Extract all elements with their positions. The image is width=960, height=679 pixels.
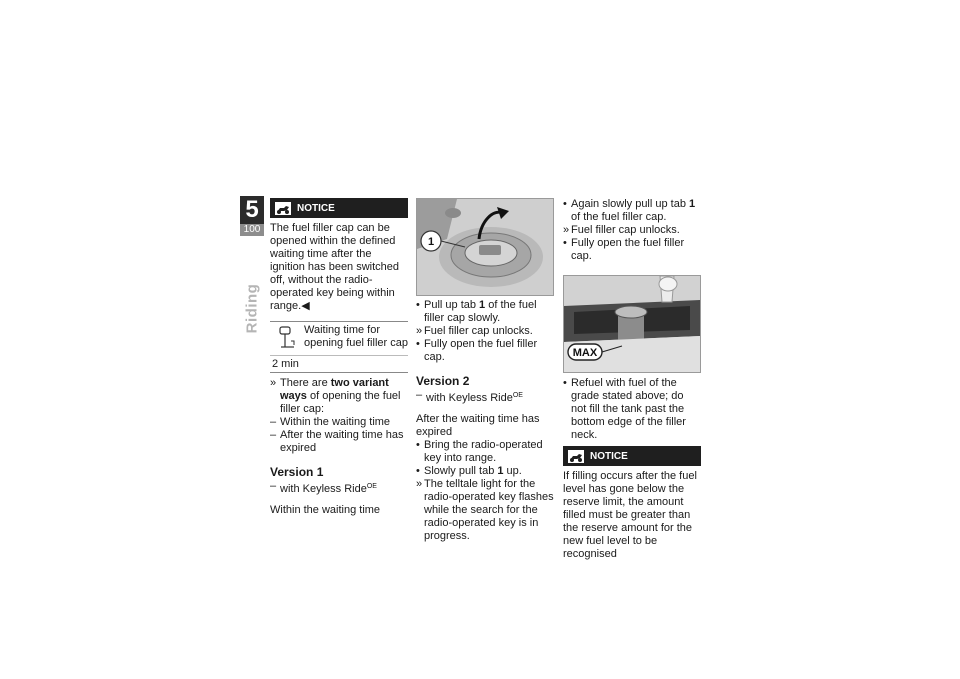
spec-table — [270, 321, 408, 373]
body-text: Within the waiting time — [270, 504, 381, 516]
spec-value: 2 min — [272, 358, 299, 370]
option-item: – with Keyless Ride$^{OE}$ — [270, 480, 377, 495]
end-marker-icon: ◀ — [301, 300, 310, 312]
version-2-heading: Version 2 — [416, 374, 470, 388]
notice-text: The fuel filler cap can be opened within the defined waiting time after the ignition has been switched off, without the radio-operated key being within range.◀ — [270, 222, 400, 312]
option-item: – with Keyless Ride$^{OE}$ — [416, 389, 523, 404]
dash-item: – Within the waiting time — [270, 416, 391, 428]
chapter-tab — [240, 196, 264, 236]
column-3 — [563, 198, 701, 565]
body-text: After the waiting time has expired — [416, 413, 540, 438]
notice-header — [270, 198, 408, 218]
result-marker-icon: » — [416, 325, 423, 337]
dash-marker-icon: – — [416, 389, 423, 401]
bullet-icon: • — [416, 338, 420, 350]
step-item: • Refuel with fuel of the grade stated above; do not fill the tank past the bottom edge of the filler neck. — [563, 377, 686, 441]
result-marker-icon: » — [563, 224, 570, 236]
version-1-heading: Version 1 — [270, 465, 324, 479]
column-2 — [416, 198, 554, 543]
motorcycle-notice-icon — [568, 450, 584, 463]
notice-text: If filling occurs after the fuel level has gone below the reserve limit, the amount filled must be greater than the reserve amount for the new fuel level to be recognised — [563, 470, 697, 560]
result-item: » Fuel filler cap unlocks. — [563, 224, 680, 236]
dash-marker-icon: – — [270, 429, 277, 441]
chapter-title-vertical — [244, 278, 260, 338]
result-item: » The telltale light for the radio-operated key flashes while the search for the radio-operated key is in progress. — [416, 478, 554, 542]
step-item: • Pull up tab 1 of the fuel filler cap slowly. — [416, 299, 537, 324]
dash-marker-icon: – — [270, 480, 277, 492]
step-item: • Again slowly pull up tab 1 of the fuel filler cap. — [563, 198, 696, 223]
result-marker-icon: » — [416, 478, 423, 490]
fuel-cap-photo — [416, 198, 554, 296]
result-item: » Fuel filler cap unlocks. — [416, 325, 533, 337]
notice-title: NOTICE — [297, 202, 335, 214]
dash-marker-icon: – — [270, 416, 277, 428]
bullet-icon: • — [563, 377, 567, 389]
callout-label: MAX — [572, 347, 598, 359]
column-1 — [270, 198, 408, 521]
page-number: 100 — [240, 224, 264, 236]
step-item: • Fully open the fuel filler cap. — [416, 338, 538, 363]
filler-neck-photo — [563, 275, 701, 373]
motorcycle-notice-icon — [275, 202, 291, 215]
step-item: • Fully open the fuel filler cap. — [563, 237, 685, 262]
result-item: » There are two variant ways of opening the fuel filler cap: — [270, 377, 401, 415]
bullet-icon: • — [416, 439, 420, 451]
fuel-cap-timer-icon — [276, 325, 300, 351]
spec-row-label — [270, 322, 408, 356]
notice-header — [563, 446, 701, 466]
callout-label: 1 — [427, 236, 435, 248]
chapter-number: 5 — [245, 196, 259, 223]
step-item: • Slowly pull tab 1 up. — [416, 465, 522, 477]
bullet-icon: • — [416, 465, 420, 477]
notice-title: NOTICE — [590, 450, 628, 462]
bullet-icon: • — [563, 237, 567, 249]
bullet-icon: • — [563, 198, 567, 210]
step-item: • Bring the radio-operated key into range. — [416, 439, 543, 464]
spec-label: Waiting time for opening fuel filler cap — [304, 324, 408, 349]
result-marker-icon: » — [270, 377, 277, 389]
chapter-title: Riding — [243, 283, 261, 334]
dash-item: – After the waiting time has expired — [270, 429, 404, 454]
bullet-icon: • — [416, 299, 420, 311]
